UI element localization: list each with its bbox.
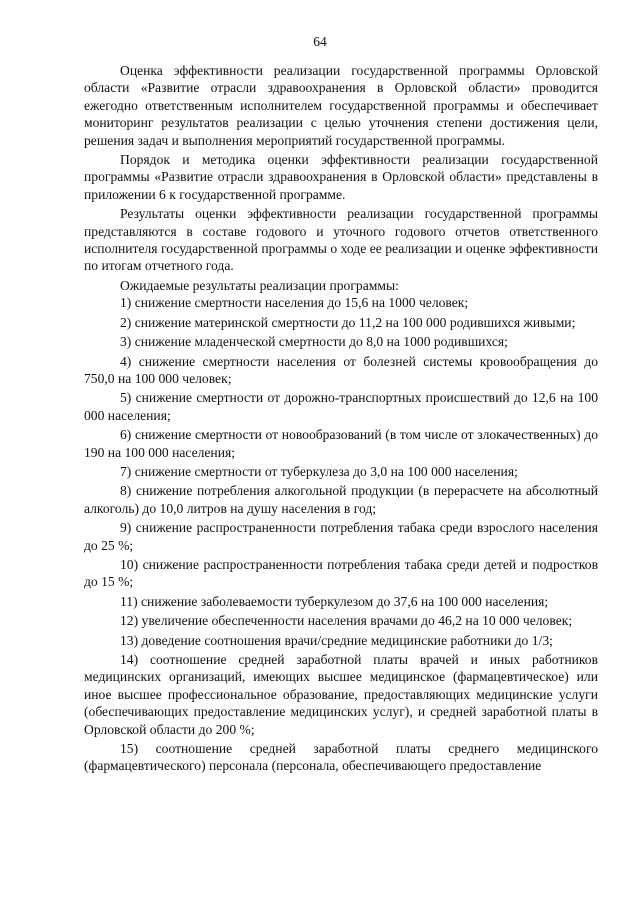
paragraph-methodology: Порядок и методика оценки эффективности реализации государственной программы «Развитие отрасли здравоохранения в Орловской области» представлены в приложении 6 к государственной программе. [84, 152, 598, 202]
paragraph-evaluation: Оценка эффективности реализации государственной программы Орловской области «Развитие отрасли здравоохранения в Орловской области» проводится ежегодно ответственным исполнителем государственной программы и обеспечивает мониторинг результатов реализации с целью уточнения степени достижения цели, решения задач и выполнения мероприятий государственной программы. [84, 63, 598, 148]
list-item: 1) снижение смертности населения до 15,6 на 1000 человек; [120, 295, 469, 311]
list-item: 12) увеличение обеспеченности населения врачами до 46,2 на 10 000 человек; [120, 613, 573, 629]
list-item: 4) снижение смертности населения от болезней системы кровообращения до 750,0 на 100 000 человек; [84, 353, 598, 386]
list-item: 8) снижение потребления алкогольной продукции (в перерасчете на абсолютный алкоголь) до 10,0 литров на душу населения в год; [84, 483, 598, 516]
page-number: 64 [313, 34, 327, 49]
paragraph-expected-results-heading: Ожидаемые результаты реализации программы: [120, 277, 399, 293]
list-item: 10) снижение распространенности потребления табака среди детей и подростков до 15 %; [84, 556, 598, 590]
list-item: 9) снижение распространенности потребления табака среди взрослого населения до 25 %; [84, 520, 598, 553]
list-item: 14) соотношение средней заработной платы врачей и иных работников медицинских организаций, имеющих высшее медицинское (фармацевтическое) или иное высшее профессиональное образование, предоставляющих медицинские услуги (обеспечивающих предоставление медицинских услуг), и средней заработной платы в Орловской области до 200 %; [84, 652, 598, 737]
list-item: 5) снижение смертности от дорожно-транспортных происшествий до 12,6 на 100 000 населения; [84, 390, 598, 423]
list-item: 2) снижение материнской смертности до 11,2 на 100 000 родившихся живыми; [120, 314, 576, 330]
paragraph-results: Результаты оценки эффективности реализации государственной программы представляются в составе годового и уточного годового отчетов ответственного исполнителя государственной программы о ходе ее реализации и оценке эффективности по итогам отчетного года. [84, 206, 598, 274]
document-body [84, 62, 598, 775]
list-item: 13) доведение соотношения врачи/средние медицинские работники до 1/3; [120, 632, 553, 648]
list-item: 7) снижение смертности от туберкулеза до 3,0 на 100 000 населения; [120, 463, 518, 479]
list-item: 3) снижение младенческой смертности до 8,0 на 1000 родившихся; [120, 334, 508, 350]
list-item: 6) снижение смертности от новообразований (в том числе от злокачественных) до 190 на 100 000 населения; [84, 427, 598, 460]
list-item: 15) соотношение средней заработной платы среднего медицинского (фармацевтического) персонала (персонала, обеспечивающего предоставление [84, 741, 598, 774]
list-item: 11) снижение заболеваемости туберкулезом до 37,6 на 100 000 населения; [120, 593, 549, 609]
